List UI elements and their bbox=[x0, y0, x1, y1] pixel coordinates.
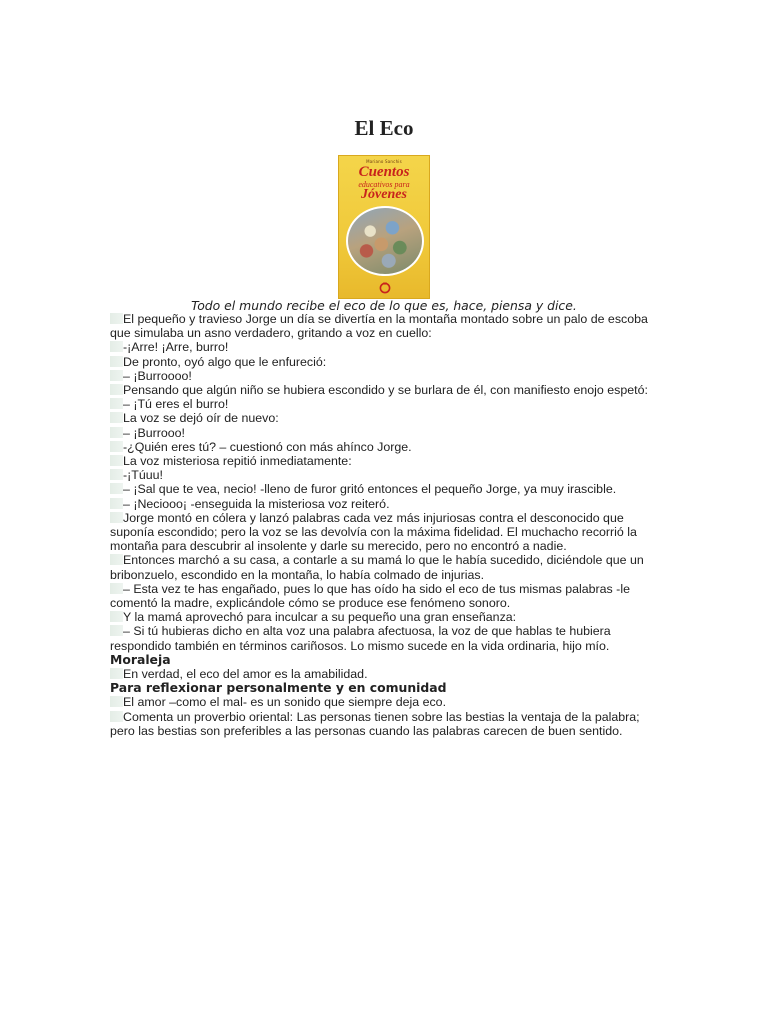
paragraph bbox=[110, 383, 662, 397]
indent-marker bbox=[110, 341, 123, 352]
indent-marker bbox=[110, 483, 123, 494]
moraleja-heading: Moraleja bbox=[110, 651, 171, 667]
indent-marker bbox=[110, 469, 123, 480]
page-title: El Eco bbox=[354, 116, 414, 140]
paragraph-text: – ¡Neciooo¡ -enseguida la misteriosa voz reiteró. bbox=[123, 496, 390, 511]
indent-marker bbox=[110, 711, 123, 722]
cover-title-line2: educativos para bbox=[358, 180, 410, 189]
indent-marker bbox=[110, 398, 123, 409]
paragraph bbox=[110, 397, 662, 411]
paragraph-text: La voz se dejó oír de nuevo: bbox=[123, 411, 279, 426]
indent-marker bbox=[110, 313, 123, 324]
indent-marker bbox=[110, 696, 123, 707]
paragraph bbox=[110, 553, 662, 581]
paragraph bbox=[110, 610, 662, 624]
story-body bbox=[110, 312, 662, 738]
paragraph-text: – ¡Burroooo! bbox=[123, 368, 192, 383]
paragraph bbox=[110, 355, 662, 369]
indent-marker bbox=[110, 498, 123, 509]
reflexion-paragraphs bbox=[110, 695, 662, 738]
reflexion-heading: Para reflexionar personalmente y en comunidad bbox=[110, 680, 447, 696]
cover-author: Mariano Sanchis bbox=[366, 159, 402, 164]
paragraph bbox=[110, 497, 662, 511]
indent-marker bbox=[110, 441, 123, 452]
indent-marker bbox=[110, 427, 123, 438]
paragraph-text: El pequeño y travieso Jorge un día se divertía en la montaña montado sobre un palo de escoba que simulaba un asno verdadero, gritando a voz en cuello: bbox=[110, 312, 648, 341]
paragraph bbox=[110, 340, 662, 354]
paragraph-text: -¡Arre! ¡Arre, burro! bbox=[123, 340, 229, 355]
paragraph-text: El amor –como el mal- es un sonido que siempre deja eco. bbox=[123, 695, 447, 710]
paragraph-text: – ¡Sal que te vea, necio! -lleno de furor gritó entonces el pequeño Jorge, ya muy irascible. bbox=[123, 482, 617, 497]
story-paragraphs bbox=[110, 312, 662, 653]
cover-title-line1: Cuentos bbox=[358, 164, 410, 180]
paragraph-text: – ¡Tú eres el burro! bbox=[123, 397, 229, 412]
paragraph-text: En verdad, el eco del amor es la amabilidad. bbox=[123, 667, 368, 682]
paragraph-text: – ¡Burrooo! bbox=[123, 425, 185, 440]
paragraph bbox=[110, 411, 662, 425]
indent-marker bbox=[110, 625, 123, 636]
paragraph bbox=[110, 511, 662, 554]
paragraph bbox=[110, 667, 662, 681]
paragraph-text: Jorge montó en cólera y lanzó palabras cada vez más injuriosas contra el desconocido que suponía escondido; pero la voz se las devolvía con la máxima fidelidad. El muchacho recorrió la montaña para descubrir al insolente y darle su merecido, pero no encontró a nadie. bbox=[110, 510, 637, 554]
paragraph bbox=[110, 468, 662, 482]
indent-marker bbox=[110, 356, 123, 367]
indent-marker bbox=[110, 412, 123, 423]
paragraph bbox=[110, 426, 662, 440]
indent-marker bbox=[110, 668, 123, 679]
paragraph-text: – Esta vez te has engañado, pues lo que has oído ha sido el eco de tus mismas palabras -le comentó la madre, explicándole cómo se produce ese fenómeno sonoro. bbox=[110, 581, 630, 611]
moraleja-paragraphs bbox=[110, 667, 662, 681]
publisher-logo-icon bbox=[378, 280, 392, 294]
paragraph bbox=[110, 454, 662, 468]
epigraph: Todo el mundo recibe el eco de lo que es, hace, piensa y dice. bbox=[191, 298, 577, 313]
paragraph-text: Comenta un proverbio oriental: Las personas tienen sobre las bestias la ventaja de la palabra; pero las bestias son preferibles a las personas cuando las palabras carecen de buen sentido. bbox=[110, 709, 640, 738]
paragraph bbox=[110, 369, 662, 383]
paragraph-text: La voz misteriosa repitió inmediatamente: bbox=[123, 454, 352, 469]
indent-marker bbox=[110, 554, 123, 565]
paragraph-text: -¿Quién eres tú? – cuestionó con más ahínco Jorge. bbox=[123, 439, 412, 454]
paragraph-text: Pensando que algún niño se hubiera escondido y se burlara de él, con manifiesto enojo espetó: bbox=[123, 383, 648, 398]
cover-title-line3: Jóvenes bbox=[361, 187, 407, 202]
paragraph bbox=[110, 482, 662, 496]
indent-marker bbox=[110, 455, 123, 466]
indent-marker bbox=[110, 370, 123, 381]
indent-marker bbox=[110, 583, 123, 594]
paragraph-text: Y la mamá aprovechó para inculcar a su pequeño una gran enseñanza: bbox=[123, 610, 517, 625]
paragraph bbox=[110, 710, 662, 738]
paragraph bbox=[110, 312, 662, 340]
paragraph bbox=[110, 624, 662, 652]
paragraph-text: Entonces marchó a su casa, a contarle a su mamá lo que le había sucedido, diciéndole que un bribonzuelo, escondido en la montaña, lo había colmado de injurias. bbox=[110, 553, 644, 582]
indent-marker bbox=[110, 512, 123, 523]
paragraph-text: -¡Túuu! bbox=[123, 468, 163, 483]
paragraph bbox=[110, 582, 662, 610]
paragraph-text: – Si tú hubieras dicho en alta voz una palabra afectuosa, la voz de que hablas te hubiera respondido también en términos cariñosos. Lo mismo sucede en la vida ordinaria, hijo mío. bbox=[110, 624, 611, 653]
paragraph-text: De pronto, oyó algo que le enfureció: bbox=[123, 354, 327, 369]
paragraph bbox=[110, 440, 662, 454]
indent-marker bbox=[110, 611, 123, 622]
indent-marker bbox=[110, 384, 123, 395]
paragraph bbox=[110, 695, 662, 709]
book-cover-image bbox=[338, 155, 430, 299]
cover-illustration bbox=[346, 206, 424, 276]
